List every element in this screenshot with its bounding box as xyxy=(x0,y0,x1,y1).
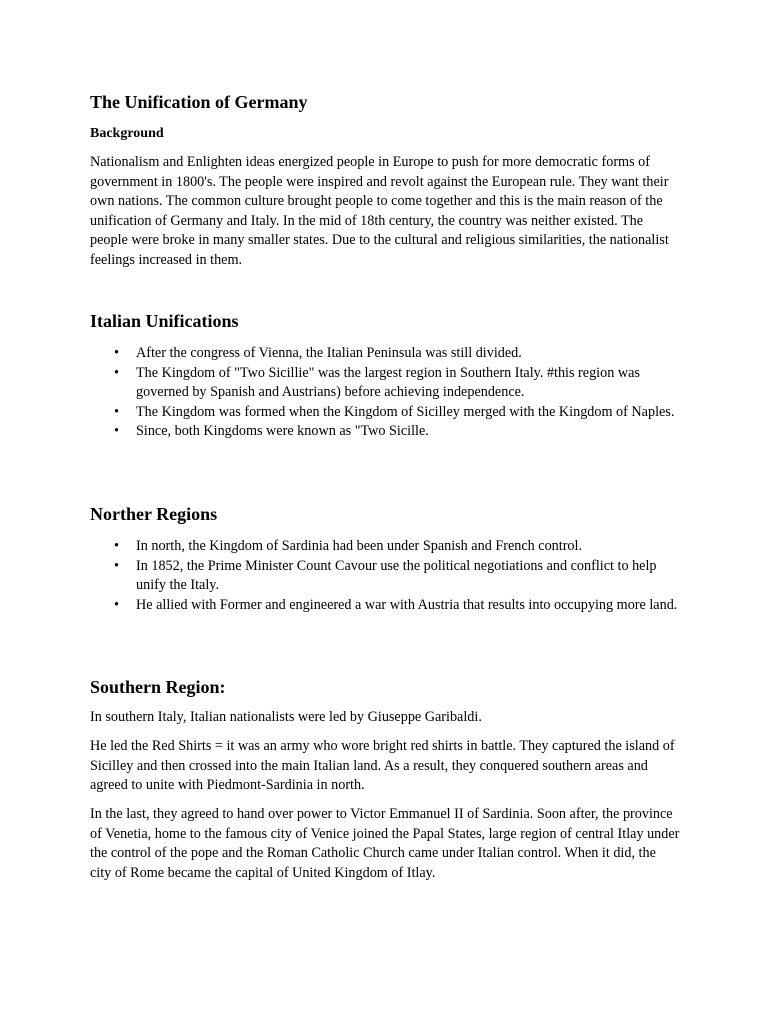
list-item xyxy=(90,596,684,616)
bullet-icon: • xyxy=(114,557,119,574)
bullet-icon: • xyxy=(114,423,119,440)
list-item-text: The Kingdom of "Two Sicillie" was the largest region in Southern Italy. #this region was governed by Spanish and Austrians) before achieving independence. xyxy=(136,364,640,401)
list-item xyxy=(90,364,684,403)
list-item-text: The Kingdom was formed when the Kingdom of Sicilley merged with the Kingdom of Naples. xyxy=(136,403,675,420)
bullet-icon: • xyxy=(114,345,119,361)
document-title: The Unification of Germany xyxy=(90,92,308,112)
norther-regions-heading: Norther Regions xyxy=(90,504,218,524)
background-heading: Background xyxy=(90,126,164,141)
list-item xyxy=(90,422,684,442)
italian-unifications-list xyxy=(90,344,684,442)
list-item xyxy=(90,557,684,596)
list-item xyxy=(90,537,684,557)
list-item-text: In 1852, the Prime Minister Count Cavour use the political negotiations and conflict to help unify the Italy. xyxy=(136,557,657,594)
southern-paragraph-3: In the last, they agreed to hand over power to Victor Emmanuel II of Sardinia. Soon after, the province of Venetia, home to the famous city of Venice joined the Papal States, large region of central Itlay under the control of the pope and the Roman Catholic Church came under Italian control. When it did, the city of Rome became the capital of United Kingdom of Itlay. xyxy=(90,806,680,881)
bullet-icon: • xyxy=(114,364,119,381)
list-item-text: After the congress of Vienna, the Italian Peninsula was still divided. xyxy=(136,345,522,361)
list-item-text: In north, the Kingdom of Sardinia had been under Spanish and French control. xyxy=(136,538,583,554)
bullet-icon: • xyxy=(114,538,119,554)
bullet-icon: • xyxy=(114,403,119,420)
list-item xyxy=(90,403,684,423)
southern-paragraph-2: He led the Red Shirts = it was an army who wore bright red shirts in battle. They captured the island of Sicilley and then crossed into the main Italian land. As a result, they conquered southern areas and agreed to unite with Piedmont-Sardinia in north. xyxy=(90,738,675,794)
southern-region-heading: Southern Region: xyxy=(90,677,226,697)
italian-unifications-heading: Italian Unifications xyxy=(90,311,239,331)
background-paragraph: Nationalism and Enlighten ideas energized people in Europe to push for more democratic forms of government in 1800's. The people were inspired and revolt against the European rule. They want their own nations. The common culture brought people to come together and this is the main reason of the unification of Germany and Italy. In the mid of 18th century, the country was neither existed. The people were broke in many smaller states. Due to the cultural and religious similarities, the nationalist feelings increased in them. xyxy=(90,154,669,268)
list-item xyxy=(90,344,684,364)
norther-regions-list xyxy=(90,537,684,615)
southern-paragraph-1: In southern Italy, Italian nationalists were led by Giuseppe Garibaldi. xyxy=(90,709,482,725)
bullet-icon: • xyxy=(114,596,119,613)
list-item-text: Since, both Kingdoms were known as "Two Sicille. xyxy=(136,423,429,440)
list-item-text: He allied with Former and engineered a war with Austria that results into occupying more land. xyxy=(136,596,678,613)
